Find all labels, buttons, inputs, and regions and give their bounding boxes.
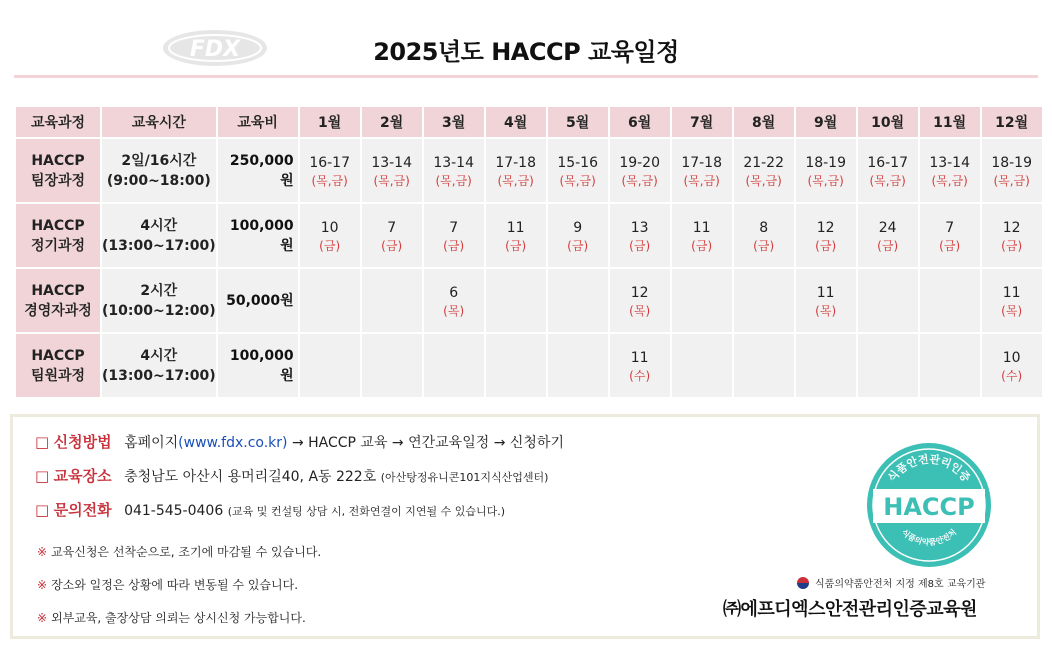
schedule-date: 8 bbox=[759, 219, 769, 236]
schedule-cell bbox=[858, 334, 918, 397]
schedule-date: 13 bbox=[630, 219, 649, 236]
schedule-weekday: (금) bbox=[381, 238, 403, 253]
page-title: 2025년도 HACCP 교육일정 bbox=[373, 38, 679, 66]
schedule-cell bbox=[858, 204, 918, 267]
schedule-cell bbox=[672, 204, 732, 267]
schedule-date: 10 bbox=[320, 219, 339, 236]
table-row bbox=[16, 139, 1042, 202]
schedule-date: 19-20 bbox=[619, 154, 660, 171]
schedule-cell bbox=[672, 269, 732, 332]
column-header: 교육시간 bbox=[102, 107, 216, 137]
course-hours-line: (13:00~17:00) bbox=[102, 237, 216, 254]
schedule-cell bbox=[920, 204, 980, 267]
note-1 bbox=[37, 543, 321, 560]
schedule-weekday: (목) bbox=[443, 303, 465, 318]
phone-note: (교육 및 컨설팅 상담 시, 전화연결이 지연될 수 있습니다.) bbox=[227, 505, 506, 518]
schedule-date: 13-14 bbox=[433, 154, 474, 171]
course-name-line: 팀원과정 bbox=[30, 367, 86, 384]
column-header: 교육비 bbox=[218, 107, 298, 137]
schedule-cell bbox=[362, 334, 422, 397]
schedule-cell bbox=[610, 334, 670, 397]
schedule-weekday: (목,금) bbox=[869, 173, 906, 188]
schedule-cell bbox=[486, 204, 546, 267]
course-name-cell bbox=[16, 334, 100, 397]
checkbox-icon: □ bbox=[35, 467, 50, 485]
schedule-weekday: (금) bbox=[691, 238, 713, 253]
schedule-weekday: (금) bbox=[1001, 238, 1023, 253]
location-text: 충청남도 아산시 용머리길40, A동 222호 bbox=[124, 469, 381, 485]
column-header: 8월 bbox=[734, 107, 794, 137]
course-fee-cell: 100,000원 bbox=[218, 204, 298, 267]
column-header: 5월 bbox=[548, 107, 608, 137]
info-box bbox=[10, 414, 1040, 639]
schedule-cell bbox=[982, 269, 1042, 332]
column-header: 12월 bbox=[982, 107, 1042, 137]
checkbox-icon: □ bbox=[35, 501, 50, 519]
schedule-cell bbox=[610, 204, 670, 267]
note-text: 교육신청은 선착순으로, 조기에 마감될 수 있습니다. bbox=[51, 545, 322, 559]
schedule-weekday: (목,금) bbox=[993, 173, 1030, 188]
schedule-cell bbox=[548, 334, 608, 397]
course-hours-line: 4시간 bbox=[140, 217, 178, 234]
schedule-cell bbox=[548, 204, 608, 267]
schedule-cell bbox=[300, 204, 360, 267]
schedule-cell bbox=[920, 334, 980, 397]
schedule-date: 11 bbox=[506, 219, 525, 236]
course-hours-cell bbox=[102, 269, 216, 332]
schedule-date: 18-19 bbox=[991, 154, 1032, 171]
schedule-cell bbox=[858, 139, 918, 202]
schedule-cell bbox=[486, 139, 546, 202]
schedule-cell bbox=[920, 269, 980, 332]
course-hours-line: (13:00~17:00) bbox=[102, 367, 216, 384]
schedule-weekday: (목) bbox=[815, 303, 837, 318]
schedule-cell bbox=[362, 204, 422, 267]
schedule-weekday: (금) bbox=[319, 238, 341, 253]
phone-label: 문의전화 bbox=[53, 501, 112, 519]
course-name-line: HACCP bbox=[31, 347, 85, 364]
schedule-cell bbox=[920, 139, 980, 202]
schedule-cell bbox=[796, 139, 856, 202]
schedule-cell bbox=[734, 334, 794, 397]
schedule-weekday: (목,금) bbox=[435, 173, 472, 188]
course-hours-line: 2시간 bbox=[140, 282, 178, 299]
schedule-cell bbox=[982, 139, 1042, 202]
schedule-date: 11 bbox=[630, 349, 649, 366]
column-header: 11월 bbox=[920, 107, 980, 137]
schedule-cell bbox=[796, 334, 856, 397]
schedule-cell bbox=[548, 269, 608, 332]
table-header-row bbox=[16, 107, 1042, 137]
apply-method-label: 신청방법 bbox=[53, 433, 112, 451]
schedule-date: 13-14 bbox=[371, 154, 412, 171]
note-text: 장소와 일정은 상황에 따라 변동될 수 있습니다. bbox=[51, 578, 299, 592]
schedule-cell bbox=[796, 269, 856, 332]
cert-main-text: HACCP bbox=[883, 493, 975, 521]
checkbox-icon: □ bbox=[35, 433, 50, 451]
course-hours-cell bbox=[102, 334, 216, 397]
schedule-cell bbox=[362, 269, 422, 332]
schedule-date: 24 bbox=[878, 219, 897, 236]
schedule-cell bbox=[486, 334, 546, 397]
schedule-weekday: (금) bbox=[629, 238, 651, 253]
schedule-weekday: (목,금) bbox=[311, 173, 348, 188]
agency-text: 식품의약품안전처 지정 제8호 교육기관 bbox=[815, 579, 986, 590]
course-hours-cell bbox=[102, 204, 216, 267]
course-name-cell bbox=[16, 204, 100, 267]
course-hours-line: (10:00~12:00) bbox=[102, 302, 216, 319]
government-emblem-icon bbox=[797, 577, 809, 589]
note-mark-icon: ※ bbox=[37, 578, 48, 592]
note-3 bbox=[37, 609, 306, 626]
fdx-logo-text: FDX bbox=[189, 37, 241, 62]
schedule-weekday: (목,금) bbox=[745, 173, 782, 188]
schedule-weekday: (목,금) bbox=[373, 173, 410, 188]
schedule-cell bbox=[672, 334, 732, 397]
schedule-weekday: (금) bbox=[815, 238, 837, 253]
schedule-date: 15-16 bbox=[557, 154, 598, 171]
table-row bbox=[16, 204, 1042, 267]
phone-number[interactable]: 041-545-0406 bbox=[124, 503, 228, 519]
schedule-date: 17-18 bbox=[681, 154, 722, 171]
schedule-date: 11 bbox=[692, 219, 711, 236]
schedule-date: 12 bbox=[816, 219, 835, 236]
schedule-date: 9 bbox=[573, 219, 583, 236]
column-header: 2월 bbox=[362, 107, 422, 137]
apply-method-pre: 홈페이지 bbox=[124, 435, 179, 451]
cert-bottom-text: 식품의약품안전처 bbox=[899, 527, 959, 548]
schedule-date: 7 bbox=[387, 219, 397, 236]
location-row bbox=[35, 465, 548, 486]
schedule-weekday: (금) bbox=[753, 238, 775, 253]
schedule-weekday: (금) bbox=[939, 238, 961, 253]
course-name-line: HACCP bbox=[31, 282, 85, 299]
schedule-cell bbox=[672, 139, 732, 202]
page-header bbox=[14, 18, 1038, 78]
schedule-weekday: (목) bbox=[1001, 303, 1023, 318]
schedule-date: 16-17 bbox=[867, 154, 908, 171]
schedule-table bbox=[14, 105, 1044, 399]
course-name-line: 팀장과정 bbox=[30, 172, 86, 189]
schedule-cell bbox=[734, 204, 794, 267]
apply-method-steps: → HACCP 교육 → 연간교육일정 → 신청하기 bbox=[287, 435, 564, 451]
schedule-date: 12 bbox=[1002, 219, 1021, 236]
schedule-cell bbox=[858, 269, 918, 332]
course-hours-line: (9:00~18:00) bbox=[106, 172, 211, 189]
organization-name: ㈜에프디엑스안전관리인증교육원 bbox=[723, 599, 977, 620]
agency-designation bbox=[797, 575, 985, 590]
schedule-weekday: (목,금) bbox=[683, 173, 720, 188]
schedule-date: 17-18 bbox=[495, 154, 536, 171]
schedule-cell bbox=[734, 139, 794, 202]
schedule-cell bbox=[610, 269, 670, 332]
schedule-weekday: (금) bbox=[567, 238, 589, 253]
location-detail: (아산탕정유니콘101지식산업센터) bbox=[380, 471, 549, 484]
schedule-date: 18-19 bbox=[805, 154, 846, 171]
note-2 bbox=[37, 576, 298, 593]
schedule-date: 12 bbox=[630, 284, 649, 301]
course-name-line: 정기과정 bbox=[30, 237, 86, 254]
schedule-weekday: (목,금) bbox=[497, 173, 534, 188]
homepage-link[interactable]: (www.fdx.co.kr) bbox=[178, 435, 288, 451]
column-header: 4월 bbox=[486, 107, 546, 137]
column-header: 3월 bbox=[424, 107, 484, 137]
schedule-weekday: (수) bbox=[629, 368, 651, 383]
schedule-weekday: (수) bbox=[1001, 368, 1023, 383]
course-name-cell bbox=[16, 139, 100, 202]
schedule-date: 7 bbox=[945, 219, 955, 236]
schedule-weekday: (목,금) bbox=[621, 173, 658, 188]
course-hours-cell bbox=[102, 139, 216, 202]
course-fee-cell: 250,000원 bbox=[218, 139, 298, 202]
schedule-cell bbox=[734, 269, 794, 332]
note-text: 외부교육, 출장상담 의뢰는 상시신청 가능합니다. bbox=[51, 611, 306, 625]
schedule-cell bbox=[486, 269, 546, 332]
schedule-date: 11 bbox=[816, 284, 835, 301]
course-fee-cell: 100,000원 bbox=[218, 334, 298, 397]
schedule-cell bbox=[424, 269, 484, 332]
schedule-cell bbox=[424, 204, 484, 267]
column-header: 1월 bbox=[300, 107, 360, 137]
schedule-cell bbox=[424, 139, 484, 202]
course-hours-line: 2일/16시간 bbox=[121, 152, 197, 169]
column-header: 9월 bbox=[796, 107, 856, 137]
schedule-cell bbox=[982, 334, 1042, 397]
haccp-cert-logo bbox=[865, 441, 993, 569]
schedule-weekday: (금) bbox=[443, 238, 465, 253]
column-header: 교육과정 bbox=[16, 107, 100, 137]
schedule-weekday: (목,금) bbox=[807, 173, 844, 188]
schedule-cell bbox=[424, 334, 484, 397]
schedule-cell bbox=[300, 334, 360, 397]
column-header: 10월 bbox=[858, 107, 918, 137]
schedule-date: 21-22 bbox=[743, 154, 784, 171]
cert-top-text: 식품안전관리인증 bbox=[885, 452, 973, 485]
course-name-line: 경영자과정 bbox=[24, 302, 92, 319]
schedule-cell bbox=[300, 139, 360, 202]
course-name-line: HACCP bbox=[31, 152, 85, 169]
course-hours-line: 4시간 bbox=[140, 347, 178, 364]
schedule-cell bbox=[982, 204, 1042, 267]
schedule-cell bbox=[300, 269, 360, 332]
schedule-date: 6 bbox=[449, 284, 459, 301]
note-mark-icon: ※ bbox=[37, 545, 48, 559]
schedule-weekday: (목,금) bbox=[931, 173, 968, 188]
course-name-line: HACCP bbox=[31, 217, 85, 234]
schedule-weekday: (목,금) bbox=[559, 173, 596, 188]
schedule-date: 16-17 bbox=[309, 154, 350, 171]
course-name-cell bbox=[16, 269, 100, 332]
phone-row bbox=[35, 499, 505, 520]
column-header: 6월 bbox=[610, 107, 670, 137]
schedule-weekday: (금) bbox=[877, 238, 899, 253]
note-mark-icon: ※ bbox=[37, 611, 48, 625]
schedule-cell bbox=[610, 139, 670, 202]
schedule-cell bbox=[548, 139, 608, 202]
schedule-weekday: (금) bbox=[505, 238, 527, 253]
table-row bbox=[16, 269, 1042, 332]
column-header: 7월 bbox=[672, 107, 732, 137]
schedule-date: 7 bbox=[449, 219, 459, 236]
table-row bbox=[16, 334, 1042, 397]
schedule-date: 13-14 bbox=[929, 154, 970, 171]
schedule-weekday: (목) bbox=[629, 303, 651, 318]
schedule-date: 11 bbox=[1002, 284, 1021, 301]
schedule-cell bbox=[796, 204, 856, 267]
schedule-cell bbox=[362, 139, 422, 202]
location-label: 교육장소 bbox=[53, 467, 112, 485]
course-fee-cell: 50,000원 bbox=[218, 269, 298, 332]
apply-method-row bbox=[35, 431, 564, 452]
schedule-date: 10 bbox=[1002, 349, 1021, 366]
